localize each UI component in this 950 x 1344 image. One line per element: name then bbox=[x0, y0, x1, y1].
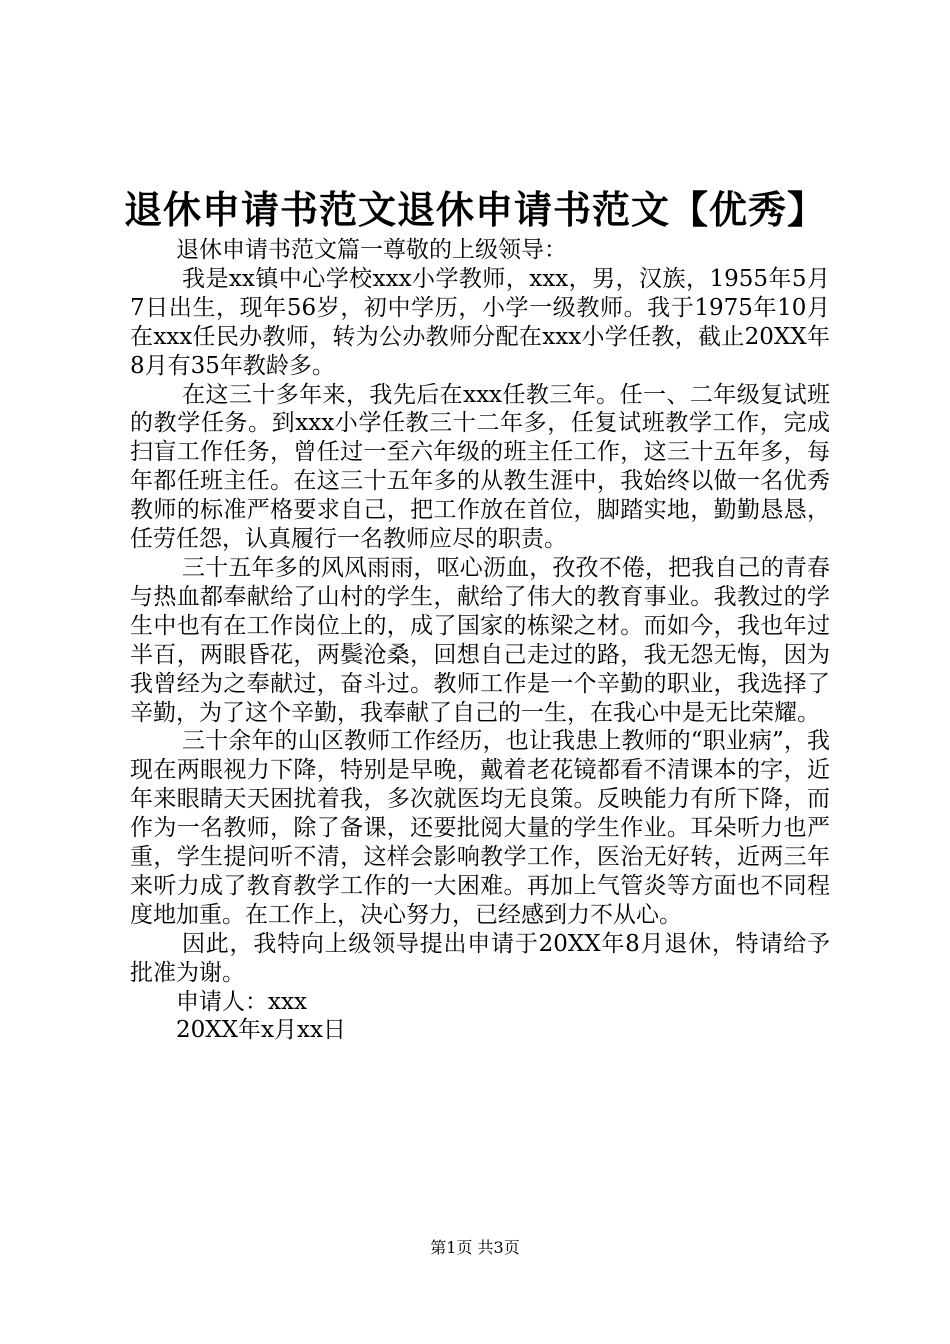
paragraph-2: 在这三十多年来，我先后在xxx任教三年。任一、二年级复试班的教学任务。到xxx小学任教三十二年多，任复试班教学工作，完成扫盲工作任务，曾任过一至六年级的班主任工作，这三十五年多，每年都任班主任。在这三十五年多的从教生涯中，我始终以做一名优秀教师的标准严格要求自己，把工作放在首位，脚踏实地，勤勤恳恳，任劳任怨，认真履行一名教师应尽的职责。 bbox=[130, 381, 830, 553]
salutation: 退休申请书范文篇一尊敬的上级领导： bbox=[176, 237, 567, 263]
signature-line: 申请人：xxx bbox=[176, 988, 307, 1015]
paragraph-3: 三十五年多的风风雨雨，呕心沥血，孜孜不倦，把我自己的青春与热血都奉献给了山村的学生，献给了伟大的教育事业。我教过的学生中也有在工作岗位上的，成了国家的栋梁之材。而如今，我也年过半百，两眼昏花，两鬓沧桑，回想自己走过的路，我无怨无悔，因为我曾经为之奉献过，奋斗过。教师工作是一个辛勤的职业，我选择了辛勤，为了这个辛勤，我奉献了自己的一生，在我心中是无比荣耀。 bbox=[130, 554, 830, 726]
date-line: 20XX年x月xx日 bbox=[176, 1017, 346, 1044]
document-title: 退休申请书范文退休申请书范文【优秀】 bbox=[123, 187, 826, 232]
document-body bbox=[130, 236, 830, 1045]
paragraph-5: 因此，我特向上级领导提出申请于20XX年8月退休，特请给予批准为谢。 bbox=[130, 930, 830, 986]
paragraph-1: 我是xx镇中心学校xxx小学教师，xxx，男，汉族，1955年5月7日出生，现年56岁，初中学历，小学一级教师。我于1975年10月在xxx任民办教师，转为公办教师分配在xxx小学任教，截止20XX年8月有35年教龄多。 bbox=[130, 265, 830, 379]
paragraph-4: 三十余年的山区教师工作经历，也让我患上教师的“职业病”，我现在两眼视力下降，特别是早晚，戴着老花镜都看不清课本的字，近年来眼睛天天困扰着我，多次就医均无良策。反映能力有所下降，而作为一名教师，除了备课，还要批阅大量的学生作业。耳朵听力也严重，学生提问听不清，这样会影响教学工作，医治无好转，近两三年来听力成了教育教学工作的一大困难。再加上气管炎等方面也不同程度地加重。在工作上，决心努力，已经感到力不从心。 bbox=[130, 728, 830, 928]
page-footer: 第1页 共3页 bbox=[430, 1238, 520, 1257]
